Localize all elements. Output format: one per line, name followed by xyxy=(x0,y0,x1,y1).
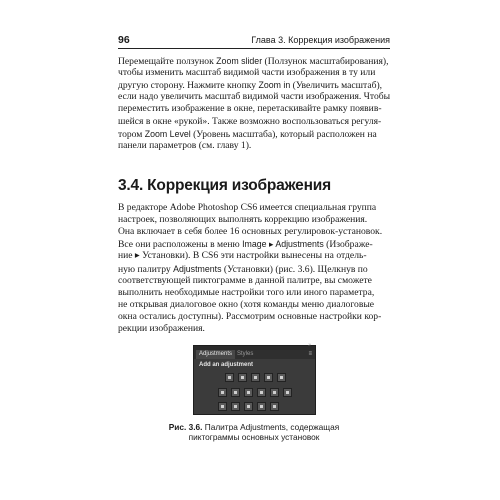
text-run: панели параметров (см. главу 1). xyxy=(118,139,252,151)
text-line xyxy=(118,55,390,68)
text-line xyxy=(118,140,390,152)
text-run: ние ▸ Установки). В CS6 эти настройки вынесены на отдель- xyxy=(118,250,367,262)
text-run: не открывая диалоговое окно (хотя команды меню диалоговые xyxy=(118,298,375,310)
black-white-icon xyxy=(244,388,253,397)
figure-caption-text: Палитра Adjustments, содержащая xyxy=(202,422,340,432)
page-number: 96 xyxy=(118,34,130,46)
text-line xyxy=(118,214,390,226)
tab-styles: Styles xyxy=(237,351,254,357)
text-line xyxy=(118,103,390,115)
color-lookup-icon xyxy=(283,388,292,397)
text-line xyxy=(118,311,390,323)
text-line xyxy=(118,287,390,299)
ui-term: Adjustments xyxy=(173,263,222,274)
text-line xyxy=(118,226,390,238)
text-run: соответствующей пиктограмме в данной палитре, вы сможете xyxy=(118,274,372,286)
text-line xyxy=(118,128,390,141)
text-line xyxy=(118,67,390,79)
text-line xyxy=(118,323,390,335)
text-run: рекции изображения. xyxy=(118,323,205,334)
text-run: (Установки) (рис. 3.6). Щелкнув по xyxy=(221,263,368,275)
ui-term: Image ▸ Adjustments xyxy=(242,239,324,250)
text-run: Она включает в себя более 16 основных регулировок-установок. xyxy=(118,226,383,238)
threshold-icon xyxy=(244,402,253,411)
text-run: переместить изображение в окне, перетаскивайте рамку появив- xyxy=(118,103,382,115)
text-run: (Ползунок масштабирования), xyxy=(262,56,389,67)
invert-icon xyxy=(218,402,227,411)
text-run: (Уровень масштаба), который расположен на xyxy=(190,128,377,140)
text-run: настроек, позволяющих выполнять коррекцию изображения. xyxy=(118,214,368,226)
text-line xyxy=(118,275,390,287)
exposure-icon xyxy=(264,373,273,382)
text-line xyxy=(118,238,390,251)
posterize-icon xyxy=(231,402,240,411)
adjustment-icons-row-3 xyxy=(194,402,315,413)
text-line xyxy=(118,202,390,214)
chapter-title: Глава 3. Коррекция изображения xyxy=(251,35,390,45)
running-header xyxy=(118,34,390,49)
vibrance-icon xyxy=(277,373,286,382)
text-run: тором xyxy=(118,128,145,140)
selective-color-icon xyxy=(270,402,279,411)
tab-adjustments: Adjustments xyxy=(196,350,235,359)
add-adjustment-label: Add an adjustment xyxy=(199,362,254,368)
section-heading: 3.4. Коррекция изображения xyxy=(118,177,331,194)
figure-caption-line-2: пиктограммы основных установок xyxy=(188,432,320,442)
text-run: Перемещайте ползунок xyxy=(118,56,217,67)
channel-mixer-icon xyxy=(270,388,279,397)
text-run: выполнить необходимые настройки того или иного параметра, xyxy=(118,286,375,298)
collapse-icon: » xyxy=(308,342,311,348)
panel-tabs xyxy=(194,350,315,359)
figure-number: Рис. 3.6. xyxy=(168,422,203,432)
text-run: В редакторе Adobe Photoshop CS6 имеется специальная группа xyxy=(118,202,377,213)
text-line xyxy=(118,79,390,92)
curves-icon xyxy=(251,373,260,382)
color-balance-icon xyxy=(231,388,240,397)
ui-term: Zoom slider xyxy=(216,56,263,66)
gradient-map-icon xyxy=(257,402,266,411)
text-line xyxy=(118,299,390,311)
text-run: Все они расположены в меню xyxy=(118,239,243,251)
text-run: (Увеличить масштаб), xyxy=(290,80,383,92)
text-run: если надо увеличить масштаб видимой части изображения. Чтобы xyxy=(118,91,391,103)
text-run: (Изображе- xyxy=(323,239,373,251)
panel-menu-icon: ≡ xyxy=(308,351,312,357)
adjustments-panel-figure xyxy=(193,342,316,415)
text-run: шейся в окне «рукой». Также возможно воспользоваться регуля- xyxy=(118,115,382,127)
brightness-icon xyxy=(225,373,234,382)
text-line xyxy=(118,116,390,128)
text-run: чтобы изменить масштаб видимой части изображения в ту или xyxy=(118,67,376,79)
ui-term: Zoom in xyxy=(258,80,291,91)
text-run: другую сторону. Нажмите кнопку xyxy=(118,80,259,92)
hue-saturation-icon xyxy=(218,388,227,397)
ui-term: Zoom Level xyxy=(144,128,191,139)
text-line xyxy=(118,263,390,276)
text-run: окна остались доступны). Рассмотрим основные настройки кор- xyxy=(118,310,382,322)
adjustment-icons-row-1 xyxy=(194,373,315,384)
adjustment-icons-row-2 xyxy=(194,388,315,399)
text-run: ную палитру xyxy=(118,263,174,275)
figure-caption xyxy=(118,422,390,432)
text-line xyxy=(118,250,390,262)
text-line xyxy=(118,91,390,103)
photo-filter-icon xyxy=(257,388,266,397)
levels-icon xyxy=(238,373,247,382)
